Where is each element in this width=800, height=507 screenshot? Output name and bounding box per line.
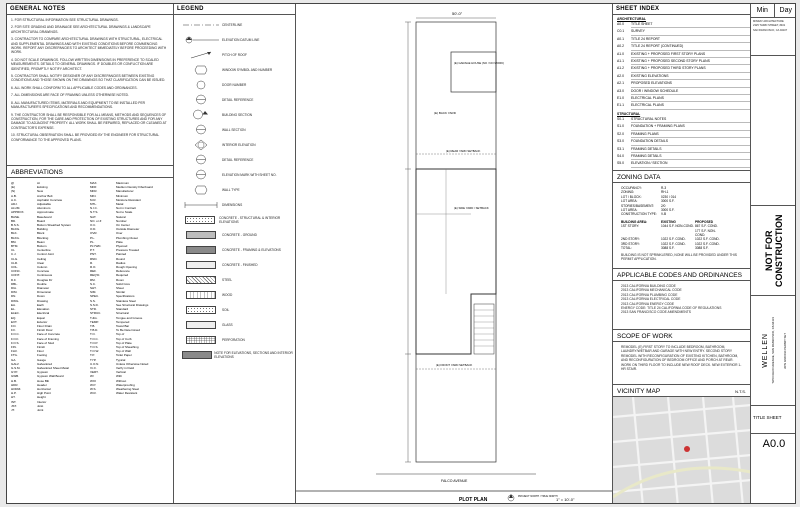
abbreviation-row: MAX. Maximum	[90, 181, 130, 185]
title-block	[751, 4, 796, 503]
abbreviation-row: N.I.C. Not in Contract	[90, 206, 137, 211]
zoning-row: 177 S.F. NON-COND.	[695, 228, 716, 238]
legend-item	[174, 212, 295, 227]
legend-item	[174, 62, 295, 77]
info-column	[613, 4, 751, 503]
sheet-index-row: A0.0 TITLE SHEET	[613, 21, 750, 28]
abbreviation-row: OVR. Over	[90, 231, 123, 236]
abbreviation-row: BLDG. Building	[11, 227, 48, 232]
hex-symbol-icon	[180, 64, 222, 75]
general-note: 10. STRUCTURAL OBSERVATION SHALL BE PROVIDED BY THE ENGINEER FOR STRUCTURAL CONFORMANCE TO THE APPROVED PLANS.	[11, 133, 160, 142]
project-name: WELLEN	[761, 333, 769, 368]
legend-item	[174, 302, 295, 317]
street-label: FALCO AVENUE	[441, 479, 468, 483]
abbreviation-row: FTG. Footing	[11, 353, 48, 358]
legend-title: LEGEND	[174, 4, 295, 15]
circle-symbol-icon	[180, 79, 222, 90]
zoning-table	[613, 183, 750, 268]
abbreviation-row: T.B. Towel Bar	[90, 323, 130, 328]
notes-column	[7, 4, 174, 503]
sheet-index-list	[613, 15, 750, 170]
code-item: 2013 CALIFORNIA PLUMBING CODE	[621, 292, 678, 297]
abbreviation-row: S.C. Solid Core	[90, 281, 131, 286]
sheet-number: A0.0	[762, 438, 786, 450]
code-item: 2013 SAN FRANCISCO CODE AMENDMENTS	[621, 310, 691, 315]
sheet-index-row: A1.1 EXISTING + PROPOSED SECOND STORY PLANS	[613, 58, 750, 65]
main-house-outline	[416, 169, 496, 354]
zoning-title: ZONING DATA	[613, 170, 750, 183]
sheet-index-row: E1.0 ELECTRICAL PLANS	[613, 95, 750, 102]
abbreviations-table	[7, 178, 173, 415]
sheet-index-row: A1.2 EXISTING + PROPOSED THIRD STORY PLANS	[613, 65, 750, 72]
drawing-sheet	[6, 3, 796, 504]
abbreviation-row: NO. or # Number	[90, 218, 127, 223]
plot-plan-scale: 1" = 10'-0"	[556, 497, 575, 502]
plot-plan-drawing	[296, 4, 613, 503]
datum-symbol-icon	[180, 34, 222, 45]
legend-label: WALL TYPE	[222, 187, 240, 192]
abbreviation-row: CONT. Continuous	[11, 273, 53, 278]
sheet-index-row: A3.0 DOOR / WINDOW SCHEDULE	[613, 88, 750, 95]
sw-grey-symbol-icon	[180, 229, 222, 240]
legend-item	[174, 122, 295, 137]
abbreviation-row: W.R. Water Resistant	[90, 391, 138, 396]
abbreviation-row: T.O.S. Top of Sheathing	[90, 344, 139, 349]
abbreviation-row: W/ With	[90, 374, 122, 379]
sw-wood-symbol-icon	[180, 289, 222, 300]
abbreviation-row: B.S.S. Bottom Sheathed System	[11, 223, 72, 228]
abbreviation-row: CLG. Ceiling	[11, 256, 47, 261]
sw-dark-symbol-icon	[180, 244, 222, 255]
legend-item	[174, 287, 295, 302]
sheet-index-row: C0.1 SURVEY	[613, 28, 750, 35]
abbreviation-row: O.D. Outside Diameter	[90, 227, 140, 232]
abbreviation-row: STRUC. Structural	[90, 311, 129, 316]
abbreviation-row: PNT. Painted	[90, 252, 127, 257]
sheet-index-row: S3.1 FRAMING DETAILS	[613, 146, 750, 153]
legend-item	[174, 227, 295, 242]
stamp-text: NOT FOR CONSTRUCTION	[764, 214, 784, 287]
abbreviation-row: EL. Elevation	[11, 307, 50, 312]
general-note: 9. THE CONTRACTOR SHALL BE RESPONSIBLE FOR ALL MEANS, METHODS AND SEQUENCES OF CONSTRUCTION, FOR THE CARE AND PROTECTION OF EXISTING STRUCTURES AND FOR ANY DAMAGE TO ADJACENT PROPERTY. ALL WORK SHALL BE REPAIRED, REPLACED OR CLEANED AT CONTRACTOR'S EXPENSE.	[11, 112, 167, 130]
project-info	[751, 296, 796, 406]
abbreviation-row: H.B. Hose Bib	[11, 378, 50, 383]
abbreviation-row: W.S. Weathering Steel	[90, 386, 139, 391]
abbreviation-row: P.T. Pressure Treated	[90, 248, 140, 253]
half-symbol-icon	[180, 124, 222, 135]
half-symbol-icon	[180, 94, 222, 105]
abbreviation-row: G.S.M. Galvanized Sheet Metal	[11, 365, 69, 370]
scope-text: REMODEL (E) FIRST STORY TO INCLUDE BEDROOM, BATHROOM, LAUNDRY/WETBAR AND GARAGE WITH NEW ENTRY. SECOND STORY REMODEL WITH RECONFIGURATION OF EXISTING KITCHEN, BATHROOM, AND RECONFIGURATION OF BEDROOM OFFICE AND PORCH AT REAR. WORK ON THIRD FLOOR TO INCLUDE NEW ROOF DECK. NEW EXTERIOR 1-HR STAIR.	[621, 345, 742, 372]
legend-item	[174, 242, 295, 257]
abbreviation-row: ADJ. Adjustable	[11, 202, 52, 207]
legend-item	[174, 167, 295, 182]
code-item: 2013 CALIFORNIA MECHANICAL CODE	[621, 288, 682, 293]
abbreviation-row: S.S. Stainless Steel	[90, 298, 136, 303]
abbreviation-row: T.O. Top of	[90, 332, 125, 337]
abbreviation-row: BD. Board	[11, 218, 46, 223]
plot-plan-column	[296, 4, 613, 503]
zoning-row: 2ND STORY: 1022 S.F. COND. 1022 S.F. COND.	[621, 237, 720, 242]
legend-item	[174, 107, 295, 122]
sw-light-symbol-icon	[180, 259, 222, 270]
abbreviation-row: EA. Each	[11, 302, 44, 307]
sheet-index-row: A2.0 EXISTING ELEVATIONS	[613, 73, 750, 80]
abbreviation-row: F.D. Floor Drain	[11, 323, 52, 328]
abbreviation-row: ELEC. Electrical	[11, 311, 50, 316]
abbreviation-row: T.&G. Tongue and Groove	[90, 315, 143, 320]
legend-item	[174, 317, 295, 332]
abbreviation-row: W.P. Waterproofing	[90, 382, 135, 387]
abbreviation-row: GALV. Galvanized	[11, 361, 53, 366]
zoning-row: OCCUPANCY: R-3	[621, 186, 667, 190]
project-address: TWO FALCO AVENUE, SAN FRANCISCO, CA 94131	[770, 317, 775, 384]
abbreviation-row: T.O.W. Top of Wall	[90, 349, 131, 354]
abbreviation-row: REQ'D. Required	[90, 273, 129, 278]
abbreviation-row: APPROX. Approximate	[11, 210, 54, 215]
abbreviation-row: DIA. Diameter	[11, 286, 50, 291]
abbreviation-row: F.O.C. Face of Concrete	[11, 332, 61, 337]
abbreviation-row: F.O.S. Face of Stud	[11, 340, 55, 345]
abbreviation-row: HT. Height	[11, 395, 46, 400]
legend-label: CONCRETE - STRUCTURAL & INTERIOR ELEVATIONS	[219, 215, 281, 224]
abbreviation-row: DBL. Double	[11, 281, 47, 286]
sw-hatch-symbol-icon	[180, 274, 222, 285]
codes-list	[613, 281, 750, 329]
abbreviation-row: DIM. Dimension	[11, 290, 52, 295]
half-symbol-icon	[180, 154, 222, 165]
abbreviation-row: REF. Reference	[90, 269, 130, 274]
sheet-index-row: A1.0 EXISTING + PROPOSED FIRST STORY PLANS	[613, 51, 750, 58]
section-symbol-icon	[180, 109, 222, 120]
abbreviation-row: R. Radius	[90, 260, 126, 265]
abbreviation-row: ALUM. Aluminum	[11, 206, 51, 211]
sheet-index-row: A0.2 TITLE 24 REPORT (CONTINUED)	[613, 43, 750, 50]
legend-label: WINDOW SYMBOL AND NUMBER	[222, 67, 273, 72]
zoning-row: 1ST STORY: 1044 S.F. NON-COND. 867 S.F. COND.	[621, 224, 718, 229]
legend-item	[174, 77, 295, 92]
garage-house	[451, 52, 496, 92]
abbreviation-row: TEMP. Tempered	[90, 319, 130, 324]
abbreviation-row: U.O.N. Unless Otherwise Noted	[90, 361, 149, 366]
zoning-row: STORIES/BASEMENT: 2/0	[621, 203, 666, 208]
legend-item	[174, 17, 295, 32]
abbreviation-row: STD. Standard	[90, 307, 129, 312]
north-label: PROJECT NORTH / TRUE NORTH	[518, 495, 558, 498]
abbreviation-row: SHT. Sheet	[90, 286, 124, 291]
abbreviation-row: S.S.D. See Structural Drawings	[90, 302, 149, 307]
plot-plan-title: PLOT PLAN	[459, 497, 488, 503]
abbreviation-row: INT. Interior	[11, 399, 47, 404]
legend-label: DETAIL REFERENCE	[222, 157, 254, 162]
general-note: 1. FOR STRUCTURAL INFORMATION SEE STRUCTURAL DRAWINGS.	[11, 18, 119, 22]
general-note: 2. FOR SITE GRADING AND DRAINAGE SEE ARCHITECTURAL DRAWINGS & LANDSCAPE ARCHITECTURAL DRAWINGS.	[11, 25, 151, 34]
codes-title: APPLICABLE CODES AND ORDINANCES	[613, 268, 750, 281]
abbreviation-row: CL Centerline	[11, 248, 51, 253]
abbreviation-row: VERT. Vertical	[90, 370, 126, 375]
abbreviation-row: DN. Down	[11, 294, 45, 299]
legend-label: DOOR NUMBER	[222, 82, 247, 87]
abbreviation-row: HDR. Header	[11, 382, 47, 387]
permit-text: APN 0230/014 PERMIT SET	[782, 332, 787, 369]
general-note: 6. ALL WORK SHALL CONFORM TO ALL APPLICABLE CODES AND ORDINANCES.	[11, 85, 138, 90]
sheet-index-row: S1.0 FOUNDATION + FRAMING PLANS	[613, 123, 750, 130]
zoning-row: LOT AREA: 3000 S.F.	[621, 208, 675, 213]
sheet-index-row: A0.1 TITLE 24 REPORT	[613, 36, 750, 43]
abbreviation-row: GA. Gauge	[11, 357, 47, 362]
zoning-row: LOT AREA: 3000 S.F.	[621, 199, 675, 204]
legend-item	[174, 257, 295, 272]
general-note: 5. CONTRACTOR SHALL NOTIFY DESIGNER OF ANY DISCREPANCIES BETWEEN EXISTING CONDITIONS AND THOSE SHOWN ON THE DRAWINGS SO THAT CLARIFICATION CAN BE ISSUED.	[11, 74, 166, 83]
abbreviation-row: R.O. Rough Opening	[90, 265, 138, 270]
label-front-setback: (E) FRONT YARD SETBACK	[436, 363, 473, 367]
code-item: 2013 CALIFORNIA ELECTRICAL CODE	[621, 297, 681, 302]
abbreviation-row: EQ. Equal	[11, 315, 45, 320]
general-notes-list	[7, 15, 173, 165]
label-garage: (E) GARAGE HOUSE (NO / NO WORK)	[454, 61, 505, 65]
dim-symbol-icon	[180, 199, 222, 210]
abbreviation-row: D.F. Douglas Fir	[11, 277, 53, 282]
cl-symbol-icon	[180, 19, 222, 30]
abbreviation-row: T.O.C. Top of Curb	[90, 336, 132, 341]
label-back-yard: (E) BACK YARD	[434, 111, 456, 115]
dim-top: 50'-0"	[452, 11, 463, 16]
abbreviation-row: T.B.D. To Be Determined	[90, 328, 141, 333]
abbreviation-row: M.R. Moisture Resistant	[90, 197, 141, 202]
legend-item	[174, 152, 295, 167]
vicinity-title: VICINITY MAP	[617, 388, 661, 395]
abbreviation-row: JST. Joist	[11, 403, 44, 408]
sheet-index-group: STRUCTURAL	[617, 111, 641, 116]
abbreviation-row: T.O.P. Top of Plate	[90, 340, 132, 345]
legend-item	[174, 197, 295, 212]
abbreviation-row: (N) New	[11, 189, 44, 194]
label-rear-setback: (E) REAR YARD SETBACK	[446, 149, 481, 153]
abbreviation-row: RM. Room	[90, 277, 125, 282]
legend-label: ELEVATION MARK WITH SHEET NO.	[222, 172, 277, 177]
sheet-index-row: S5.0 ELEVATION / SECTION	[613, 160, 750, 167]
abbreviation-row: H.P. High Point	[11, 391, 51, 396]
legend-label: BUILDING SECTION	[222, 112, 253, 117]
abbreviation-row: A.C. Asphaltic Concrete	[11, 197, 63, 202]
sheet-index-row: S2.0 FRAMING PLANS	[613, 131, 750, 138]
abbreviation-row: PLYWD. Plywood	[90, 244, 128, 249]
vicinity-map	[613, 397, 751, 503]
sw-dark-symbol-icon	[180, 349, 214, 360]
legend-label: DIMENSIONS	[222, 202, 243, 207]
abbreviations-title: ABBREVIATIONS	[7, 165, 173, 178]
site-marker-icon	[684, 446, 690, 452]
abbreviation-row: NAT. Natural	[90, 214, 126, 219]
abbreviation-row: F.O.F. Face of Framing	[11, 336, 59, 341]
sw-dot-symbol-icon	[180, 304, 222, 315]
zoning-row: TOTAL: 3088 S.F. 3088 S.F.	[621, 246, 709, 251]
abbreviation-row: W/O Without	[90, 378, 127, 383]
zoning-note: BUILDING IS NOT SPRINKLERED, NONE WILL BE PROVIDED UNDER THIS PERMIT APPLICATION.	[621, 252, 737, 262]
sheet-title: TITLE SHEET	[751, 406, 796, 434]
abbreviation-row: (E) Existing	[11, 185, 48, 190]
legend-label: WOOD	[222, 292, 233, 297]
abbreviation-row: MFR. Manufacturer	[90, 189, 134, 194]
sheet-index-row: A2.1 PROPOSED ELEVATIONS	[613, 80, 750, 87]
legend-label: SOIL	[222, 307, 230, 312]
general-note: 7. ALL DIMENSIONS ARE FACE OF FRAMING UNLESS OTHERWISE NOTED.	[11, 93, 129, 98]
abbreviation-row: BTM. Bottom	[11, 244, 47, 249]
abbreviation-row: EXT. Exterior	[11, 319, 48, 324]
legend-label: DETAIL REFERENCE	[222, 97, 254, 102]
firm-line: SAN FRANCISCO, CA 94107	[753, 28, 788, 32]
legend-item	[174, 92, 295, 107]
abbreviation-row: C.J. Control Joint	[11, 252, 54, 257]
legend-label: INTERIOR ELEVATION	[222, 142, 256, 147]
abbreviation-row: A.B. Anchor Bolt	[11, 193, 53, 198]
stamp-area	[751, 206, 796, 296]
abbreviation-row: F.F. Finish Floor	[11, 328, 53, 333]
abbreviation-row: BM. Beam	[11, 239, 45, 244]
sheet-index-group: ARCHITECTURAL	[617, 17, 647, 21]
legend-item	[174, 182, 295, 197]
abbreviation-row: O.C. On Center	[90, 223, 130, 228]
abbreviation-row: SPEC. Specifications	[90, 294, 135, 299]
firm-line: 2325 THIRD STREET, #401	[753, 24, 786, 28]
firm-logo: Min Day	[751, 4, 796, 18]
general-note: 8. ALL MANUFACTURED ITEMS, MATERIALS AND EQUIPMENT TO BE INSTALLED PER MANUFACTURER'S SPECIFICATIONS AND RECOMMENDATIONS.	[11, 100, 146, 110]
abbreviation-row: TYP. Typical	[90, 357, 126, 362]
general-notes-title: GENERAL NOTES	[7, 4, 173, 15]
legend-item	[174, 272, 295, 287]
code-item: 2013 CALIFORNIA BUILDING CODE	[621, 284, 676, 288]
legend-item	[174, 332, 295, 347]
firm-line: MINDAY ARCHITECTURE	[753, 20, 784, 23]
vicinity-header	[613, 384, 750, 397]
zoning-row: CONSTRUCTION TYPE: V-B	[621, 212, 667, 217]
abbreviation-row: FIN. Finish	[11, 344, 46, 349]
hex-symbol-icon	[180, 184, 222, 195]
vicinity-nts: N.T.S.	[735, 389, 746, 394]
legend-label: NOTE FOR ELEVATIONS, SECTIONS AND INTERIOR ELEVATIONS	[214, 350, 293, 359]
scope-title: SCOPE OF WORK	[613, 329, 750, 342]
legend-label: CONCRETE - FINISHED	[222, 262, 258, 267]
abbreviation-row: HORIZ. Horizontal	[11, 386, 51, 391]
abbreviation-row: CONC. Concrete	[11, 269, 50, 274]
abbreviation-row: COL. Column	[11, 265, 48, 270]
abbreviation-row: MTL. Metal	[90, 202, 124, 207]
abbreviations-column-2	[90, 181, 169, 412]
sheet-index-row: S4.0 FRAMING DETAILS	[613, 153, 750, 160]
zoning-area-header: BUILDING AREA: EXISTING PROPOSED	[621, 219, 714, 224]
code-item: ENERGY CODE: TITLE 24 CALIFORNIA CODE OF REGULATIONS	[621, 306, 722, 311]
general-note: 4. DO NOT SCALE DRAWINGS. FOLLOW WRITTEN DIMENSIONS IN PREFERENCE TO SCALED MEASUREMENTS. DETAILS TO GENERAL DRAWINGS. IF DOUBLES OR CONFLICTION ARE IDENTIFIED, PROMPTLY NOTIFY ARCHITECT.	[11, 57, 159, 71]
code-item: 2013 CALIFORNIA ENERGY CODE	[621, 301, 675, 306]
legend-item	[174, 47, 295, 62]
abbreviation-row: MDF Medium Density Fiberboard	[90, 185, 153, 190]
abbreviation-row: P.L. Plumbing Closet	[90, 235, 138, 240]
legend-label: CONCRETE - GROUND	[222, 232, 257, 237]
abbreviation-row: GWB. Gypsum Wall Board	[11, 374, 64, 379]
abbreviation-row: FLR. Floor	[11, 349, 44, 354]
abbreviation-row: @ At	[11, 181, 40, 185]
sheet-index-row: E1.1 ELECTRICAL PLANS	[613, 102, 750, 109]
abbreviation-row: N.T.S. Not to Scale	[90, 210, 133, 215]
sheet-index-title: SHEET INDEX	[613, 4, 750, 15]
legend-item	[174, 347, 295, 362]
lot-boundary	[416, 22, 496, 462]
stairs	[474, 304, 494, 354]
legend-list	[174, 15, 295, 362]
sw-light-symbol-icon	[180, 319, 222, 330]
abbreviation-row: BASE. Baseboard	[11, 214, 52, 219]
diamond-symbol-icon	[180, 139, 222, 150]
abbreviation-row: CLR. Clear	[11, 260, 45, 265]
legend-column	[174, 4, 296, 503]
abbreviation-row: BLK. Block	[11, 231, 45, 236]
general-note: 3. CONTRACTOR TO COMPARE ARCHITECTURAL DRAWINGS WITH STRUCTURAL, ELECTRICAL AND SUPPLEMENTAL DRAWINGS AND WITH EXISTING CONDITIONS BEFORE COMMENCING WORK. REPORT ANY DISCREPANCIES TO ARCHITECT IMMEDIATELY BEFORE PROCEEDING WITH WORK.	[11, 37, 167, 55]
abbreviation-row: T.P. Toilet Paper	[90, 353, 132, 358]
abbreviation-row: RND. Round	[90, 256, 125, 261]
sw-dot-symbol-icon	[180, 214, 219, 225]
legend-label: STEEL	[222, 277, 233, 282]
legend-label: ELEVATION DATUM LINE	[222, 37, 260, 42]
legend-item	[174, 32, 295, 47]
abbreviation-row: GYP. Gypsum	[11, 370, 49, 375]
sw-grid-symbol-icon	[180, 334, 222, 345]
abbreviation-row: MIN. Minimum	[90, 193, 129, 198]
abbreviation-row: PL. Plate	[90, 239, 123, 244]
zoning-row: ZONING: RH-1	[621, 190, 669, 195]
zoning-row: 3RD STORY: 1022 S.F. COND. 1022 S.F. COND.	[621, 241, 720, 246]
label-side-yard: (E) SIDE YARD / SETBACK	[454, 206, 489, 210]
legend-label: GLASS	[222, 322, 233, 327]
legend-label: PERFORATION	[222, 337, 245, 342]
legend-label: PITCH OF ROOF	[222, 52, 247, 57]
firm-info	[751, 18, 796, 56]
abbreviation-row: V.I.F. Verify in Field	[90, 365, 135, 370]
legend-label: CENTERLINE	[222, 22, 243, 27]
legend-item	[174, 137, 295, 152]
half-symbol-icon	[180, 169, 222, 180]
sheet-index-row: S0.1 STRUCTURAL NOTES	[613, 116, 750, 123]
legend-label: WALL SECTION	[222, 127, 246, 132]
abbreviation-row: JT. Joint	[11, 407, 44, 412]
abbreviation-row: DWG. Drawing	[11, 298, 49, 303]
pitch-symbol-icon	[180, 49, 222, 60]
abbreviation-row: BLKG. Blocking	[11, 235, 49, 240]
zoning-row: LOT / BLOCK: 0230 / 014	[621, 194, 677, 199]
abbreviations-column-1	[11, 181, 90, 412]
sheet-index-row: S3.0 FOUNDATION DETAILS	[613, 138, 750, 145]
legend-label: CONCRETE - FRAMING & ELEVATIONS	[222, 247, 281, 252]
abbreviation-row: SIM. Similar	[90, 290, 126, 295]
